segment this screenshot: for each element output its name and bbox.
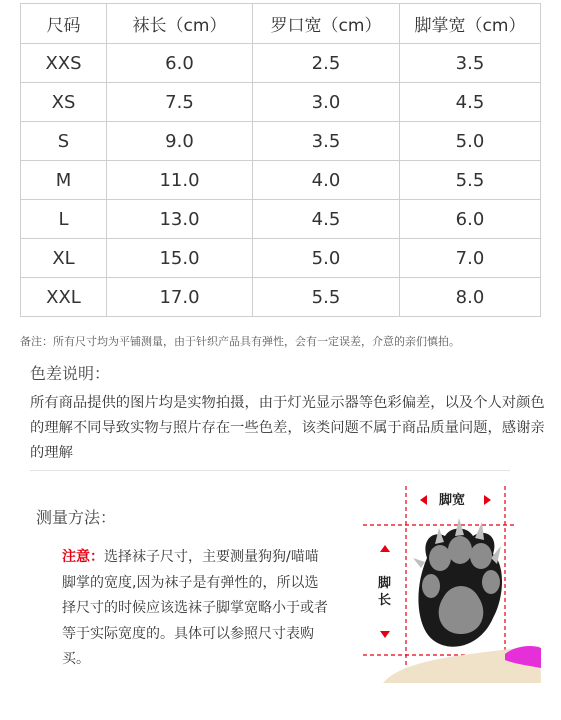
cell-cuff-width: 5.0 [253, 239, 400, 278]
table-row [21, 200, 541, 239]
cell-cuff-width: 3.5 [253, 122, 400, 161]
measurement-title: 测量方法： [36, 508, 117, 527]
arrow-left-icon [420, 495, 427, 505]
cell-size: L [21, 200, 107, 239]
cell-size: XL [21, 239, 107, 278]
cell-sock-length: 9.0 [107, 122, 253, 161]
cell-palm-width: 5.5 [400, 161, 541, 200]
size-table-header-row [21, 4, 541, 44]
cell-cuff-width: 3.0 [253, 83, 400, 122]
measurement-note: 备注：所有尺寸均为平铺测量，由于针织产品具有弹性，会有一定误差，介意的亲们慎拍。 [20, 335, 460, 348]
color-difference-title: 色差说明： [30, 364, 111, 383]
cell-size: XXL [21, 278, 107, 317]
header-cuff-width: 罗口宽（cm） [253, 4, 400, 44]
cell-palm-width: 8.0 [400, 278, 541, 317]
table-row [21, 83, 541, 122]
section-divider [30, 470, 510, 471]
cell-sock-length: 11.0 [107, 161, 253, 200]
table-row [21, 44, 541, 83]
cell-sock-length: 13.0 [107, 200, 253, 239]
cell-sock-length: 7.5 [107, 83, 253, 122]
cell-palm-width: 7.0 [400, 239, 541, 278]
cell-size: S [21, 122, 107, 161]
measurement-instructions [62, 545, 332, 673]
header-sock-length: 袜长（cm） [107, 4, 253, 44]
cell-size: XS [21, 83, 107, 122]
cell-cuff-width: 4.0 [253, 161, 400, 200]
cell-palm-width: 5.0 [400, 122, 541, 161]
cell-palm-width: 6.0 [400, 200, 541, 239]
cell-cuff-width: 2.5 [253, 44, 400, 83]
cell-sock-length: 17.0 [107, 278, 253, 317]
paw-measurement-diagram [355, 478, 555, 688]
attention-text: 选择袜子尺寸，主要测量狗狗/喵喵脚掌的宽度,因为袜子是有弹性的，所以选择尺寸的时候应该选袜子脚掌宽略小于或者等于实际宽度的。具体可以参照尺寸表购买。 [62, 549, 328, 667]
paw-length-label: 脚长 [378, 576, 392, 608]
cell-sock-length: 15.0 [107, 239, 253, 278]
arrow-down-icon [380, 631, 390, 638]
table-row [21, 278, 541, 317]
cell-palm-width: 3.5 [400, 44, 541, 83]
cell-palm-width: 4.5 [400, 83, 541, 122]
arrow-right-icon [484, 495, 491, 505]
attention-label: 注意： [62, 549, 104, 565]
size-table [20, 3, 541, 317]
cell-size: M [21, 161, 107, 200]
arrow-up-icon [380, 545, 390, 552]
palm-width-label: 脚宽 [439, 493, 466, 508]
cell-cuff-width: 5.5 [253, 278, 400, 317]
cell-size: XXS [21, 44, 107, 83]
cell-cuff-width: 4.5 [253, 200, 400, 239]
table-row [21, 122, 541, 161]
header-size: 尺码 [21, 4, 107, 44]
table-row [21, 239, 541, 278]
table-row [21, 161, 541, 200]
cell-sock-length: 6.0 [107, 44, 253, 83]
header-palm-width: 脚掌宽（cm） [400, 4, 541, 44]
color-difference-text: 所有商品提供的图片均是实物拍摄，由于灯光显示器等色彩偏差，以及个人对颜色的理解不同导致实物与照片存在一些色差，该类问题不属于商品质量问题，感谢亲的理解 [30, 395, 545, 461]
